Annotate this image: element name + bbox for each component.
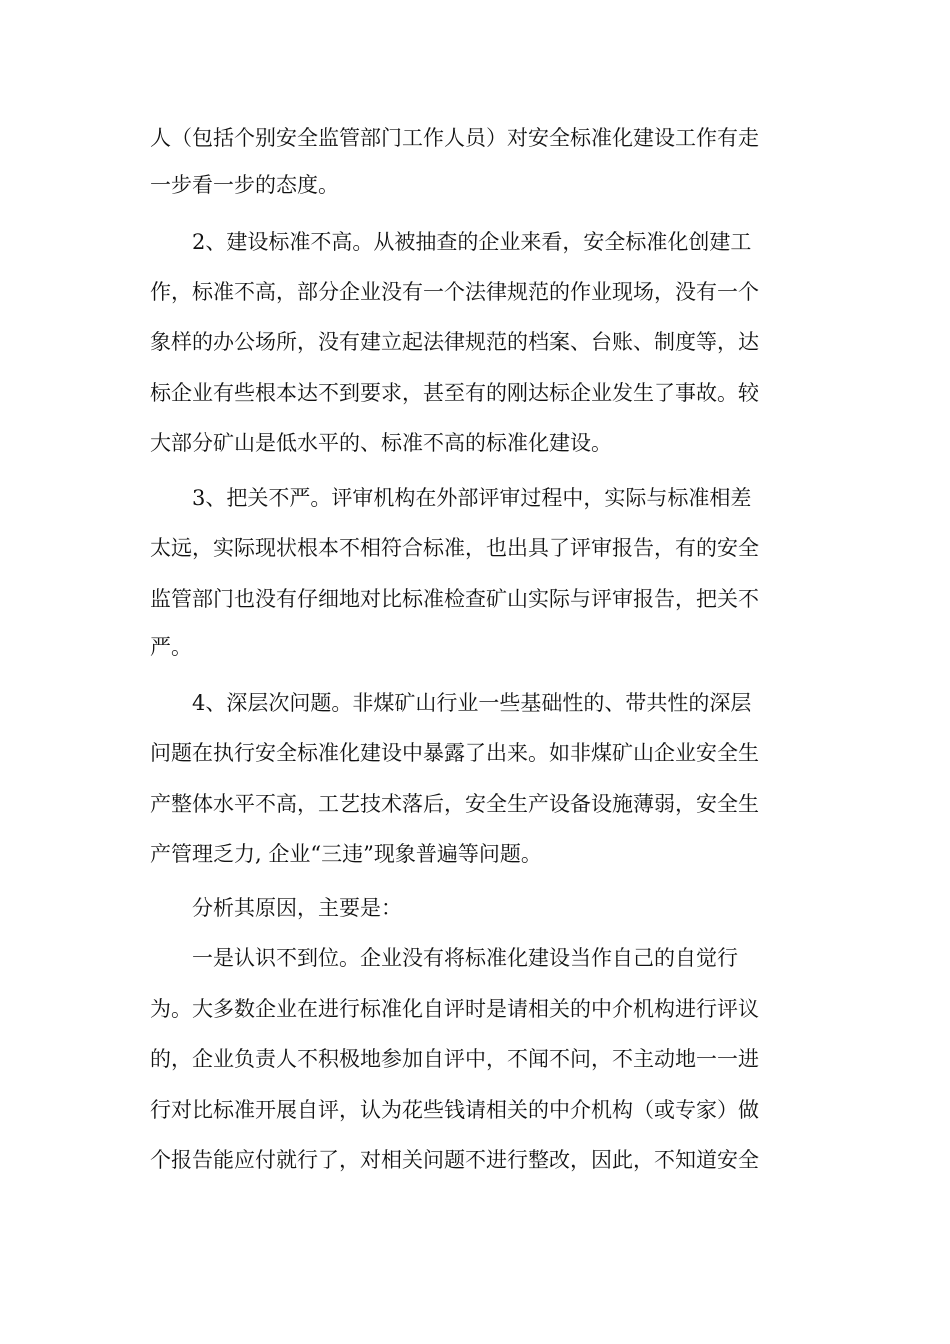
text-line: 行对比标准开展自评，认为花些钱请相关的中介机构（或专家）做 <box>150 1098 759 1122</box>
paragraph-4-start: 4、深层次问题。非煤矿山行业一些基础性的、带共性的深层 <box>192 691 752 715</box>
text-line: 监管部门也没有仔细地对比标准检查矿山实际与评审报告，把关不 <box>150 587 759 611</box>
paragraph-2-start: 2、建设标准不高。从被抽查的企业来看，安全标准化创建工 <box>192 230 752 254</box>
text-line: 问题在执行安全标准化建设中暴露了出来。如非煤矿山企业安全生 <box>150 741 759 765</box>
text-line: 象样的办公场所，没有建立起法律规范的档案、台账、制度等，达 <box>150 330 759 354</box>
paragraph-3-start: 3、把关不严。评审机构在外部评审过程中，实际与标准相差 <box>192 486 752 510</box>
text-line: 严。 <box>150 635 192 659</box>
reason-1-start: 一是认识不到位。企业没有将标准化建设当作自己的自觉行 <box>192 946 738 970</box>
text-line: 太远，实际现状根本不相符合标准，也出具了评审报告，有的安全 <box>150 536 759 560</box>
text-line: 产管理乏力, 企业“三违”现象普遍等问题。 <box>150 842 542 866</box>
analysis-intro: 分析其原因，主要是： <box>192 896 402 920</box>
text-line: 人（包括个别安全监管部门工作人员）对安全标准化建设工作有走 <box>150 126 759 150</box>
text-line: 的，企业负责人不积极地参加自评中，不闻不问，不主动地一一进 <box>150 1047 759 1071</box>
text-line: 产整体水平不高，工艺技术落后，安全生产设备设施薄弱，安全生 <box>150 792 759 816</box>
text-line: 作，标准不高，部分企业没有一个法律规范的作业现场，没有一个 <box>150 280 759 304</box>
text-line: 大部分矿山是低水平的、标准不高的标准化建设。 <box>150 431 612 455</box>
text-line: 个报告能应付就行了，对相关问题不进行整改，因此，不知道安全 <box>150 1148 759 1172</box>
text-line: 为。大多数企业在进行标准化自评时是请相关的中介机构进行评议 <box>150 997 759 1021</box>
text-line: 标企业有些根本达不到要求，甚至有的刚达标企业发生了事故。较 <box>150 381 759 405</box>
text-line: 一步看一步的态度。 <box>150 173 339 197</box>
